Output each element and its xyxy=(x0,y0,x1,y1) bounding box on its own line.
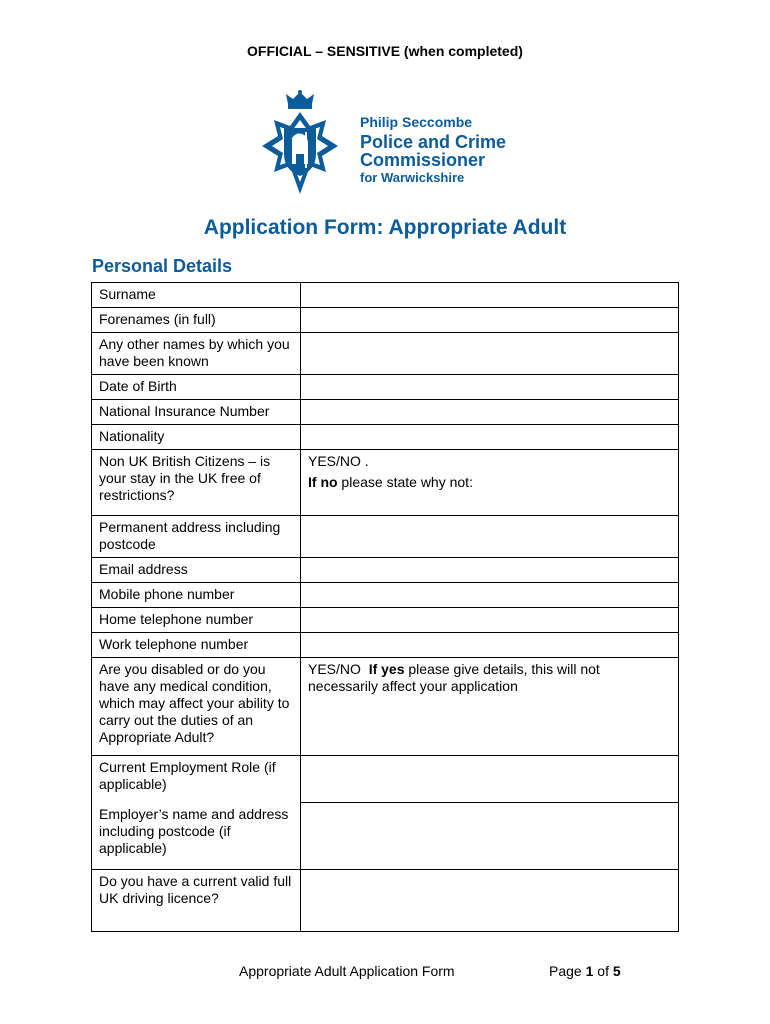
other-names-label: Any other names by which you have been known xyxy=(92,333,301,375)
table-row xyxy=(92,870,679,932)
dob-label: Date of Birth xyxy=(92,375,301,400)
forenames-label: Forenames (in full) xyxy=(92,308,301,333)
pcc-logo xyxy=(250,90,530,200)
table-row xyxy=(92,450,679,516)
table-row xyxy=(92,608,679,633)
work-telephone-label: Work telephone number xyxy=(92,633,301,658)
mobile-label: Mobile phone number xyxy=(92,583,301,608)
page-total: 5 xyxy=(612,963,621,979)
disability-instruction: please give details, this will not necessarily affect your application xyxy=(308,661,600,694)
nationality-field[interactable] xyxy=(301,425,679,450)
table-row xyxy=(92,583,679,608)
driving-licence-field[interactable] xyxy=(301,870,679,932)
non-uk-instruction-rest: please state why not: xyxy=(337,474,473,490)
work-telephone-field[interactable] xyxy=(301,633,679,658)
email-label: Email address xyxy=(92,558,301,583)
page-prefix: Page xyxy=(549,963,586,979)
email-field[interactable] xyxy=(301,558,679,583)
footer-page-number xyxy=(549,963,621,979)
personal-details-table xyxy=(91,282,679,932)
table-row xyxy=(92,283,679,308)
other-names-field[interactable] xyxy=(301,333,679,375)
logo-title-line2: Commissioner xyxy=(360,150,486,170)
form-title: Application Form: Appropriate Adult xyxy=(203,216,567,239)
disability-yes-no: YES/NO xyxy=(308,661,369,677)
mobile-field[interactable] xyxy=(301,583,679,608)
surname-label: Surname xyxy=(92,283,301,308)
table-row xyxy=(92,425,679,450)
employer-field[interactable] xyxy=(301,803,679,870)
disability-field[interactable] xyxy=(301,658,679,756)
home-telephone-field[interactable] xyxy=(301,608,679,633)
address-field[interactable] xyxy=(301,516,679,558)
section-title-personal-details: Personal Details xyxy=(92,256,233,276)
classification-header: OFFICIAL – SENSITIVE (when completed) xyxy=(247,43,523,59)
table-row xyxy=(92,400,679,425)
non-uk-instruction xyxy=(308,474,671,491)
ni-number-field[interactable] xyxy=(301,400,679,425)
address-label: Permanent address including postcode xyxy=(92,516,301,558)
non-uk-if-no: If no xyxy=(308,474,338,490)
table-row xyxy=(92,333,679,375)
table-row xyxy=(92,308,679,333)
logo-title-line1: Police and Crime xyxy=(360,132,507,152)
table-row xyxy=(92,375,679,400)
employment-role-label: Current Employment Role (if applicable) xyxy=(99,759,276,792)
forenames-field[interactable] xyxy=(301,308,679,333)
table-row xyxy=(92,658,679,756)
employment-label-cell xyxy=(92,756,301,870)
home-telephone-label: Home telephone number xyxy=(92,608,301,633)
driving-licence-label: Do you have a current valid full UK driving licence? xyxy=(92,870,301,932)
page-current: 1 xyxy=(585,963,594,979)
non-uk-yes-no: YES/NO . xyxy=(308,453,369,469)
disability-if-yes: If yes xyxy=(368,661,405,677)
table-row xyxy=(92,516,679,558)
table-row xyxy=(92,558,679,583)
page-of: of xyxy=(593,963,613,979)
table-row xyxy=(92,633,679,658)
employer-label: Employer’s name and address including postcode (if applicable) xyxy=(99,806,289,856)
ni-number-label: National Insurance Number xyxy=(92,400,301,425)
police-star-crest-icon xyxy=(250,90,350,200)
table-row xyxy=(92,756,679,803)
footer-form-name: Appropriate Adult Application Form xyxy=(239,963,455,979)
non-uk-field[interactable] xyxy=(301,450,679,516)
disability-label: Are you disabled or do you have any medical condition, which may affect your ability to carry out the duties of an Appropriate Adult? xyxy=(92,658,301,756)
logo-name: Philip Seccombe xyxy=(360,114,473,130)
logo-region: for Warwickshire xyxy=(360,170,465,185)
employment-role-field[interactable] xyxy=(301,756,679,803)
dob-field[interactable] xyxy=(301,375,679,400)
non-uk-label: Non UK British Citizens – is your stay in the UK free of restrictions? xyxy=(92,450,301,516)
nationality-label: Nationality xyxy=(92,425,301,450)
surname-field[interactable] xyxy=(301,283,679,308)
